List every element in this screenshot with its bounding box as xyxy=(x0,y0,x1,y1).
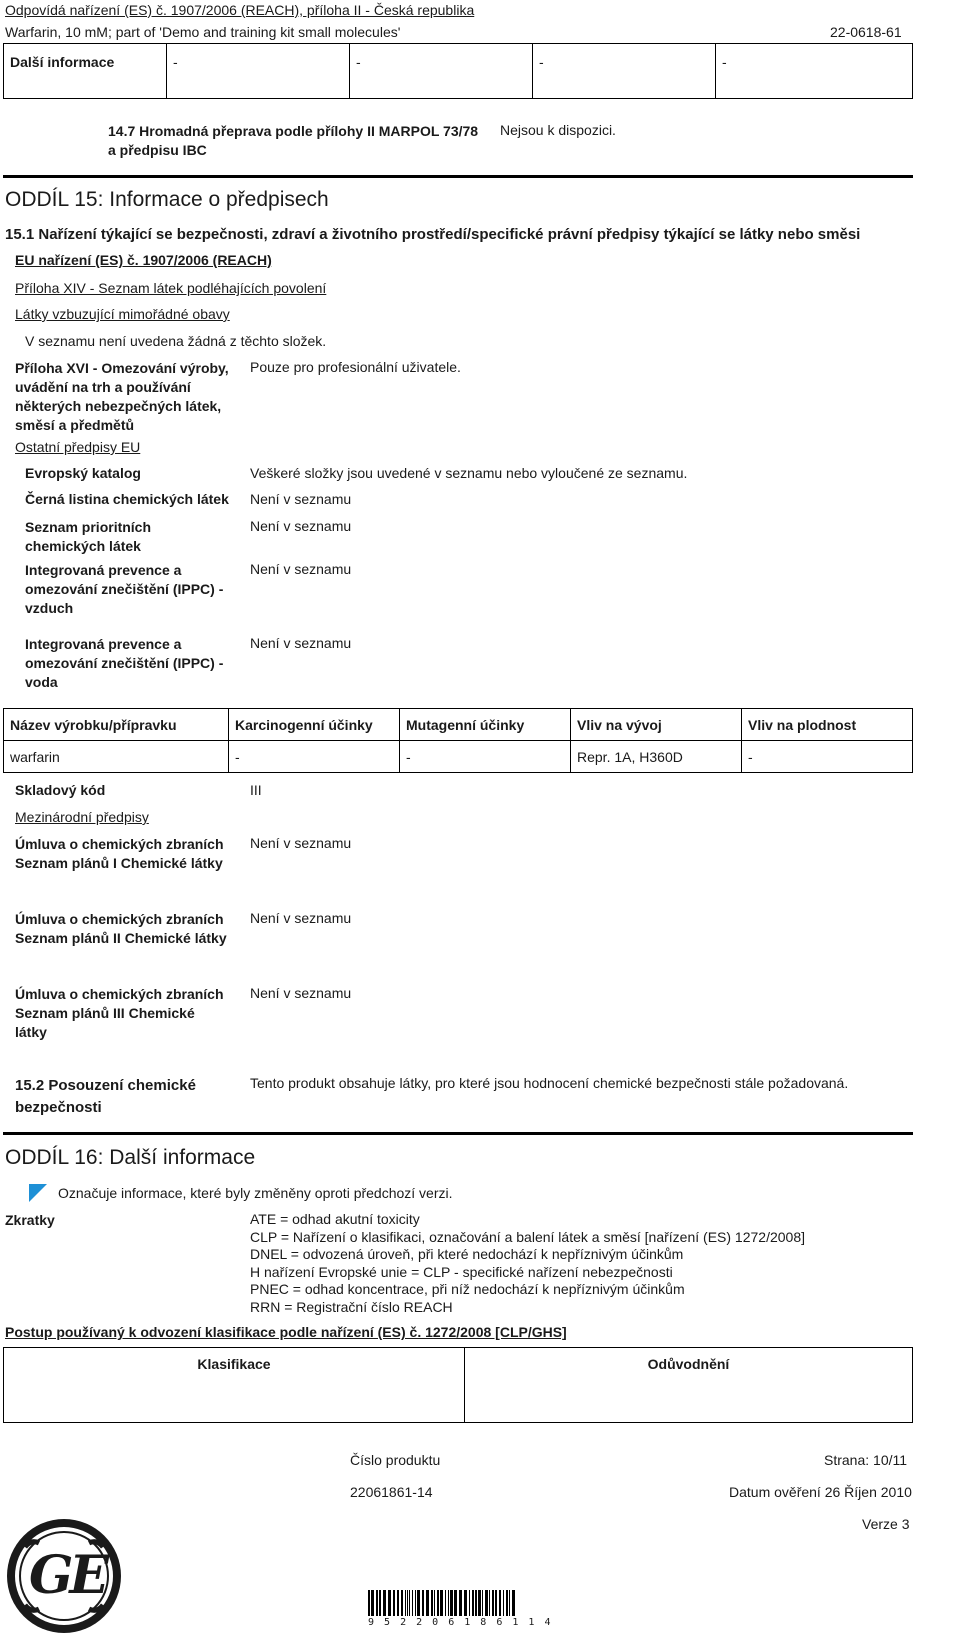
barcode-bar xyxy=(434,1590,435,1616)
barcode-bar xyxy=(495,1590,497,1616)
abbr-line: RRN = Registrační číslo REACH xyxy=(250,1298,453,1315)
cwc-label: Úmluva o chemických zbraních Seznam plánů III Chemické látky xyxy=(15,986,224,1040)
barcode-bar xyxy=(412,1590,413,1616)
cwc-value: Není v seznamu xyxy=(250,910,352,926)
s14-7-value: Nejsou k dispozici. xyxy=(500,122,616,138)
cmr-cell: - xyxy=(400,741,571,773)
section15-title: ODDÍL 15: Informace o předpisech xyxy=(5,188,329,211)
barcode-bar xyxy=(397,1590,399,1616)
top-table-cell: - xyxy=(167,44,350,99)
cwc-value: Není v seznamu xyxy=(250,835,352,851)
eu-regulation: EU nařízení (ES) č. 1907/2006 (REACH) xyxy=(15,252,272,268)
barcode-bar xyxy=(512,1590,515,1616)
barcode-bar xyxy=(405,1590,406,1616)
top-table xyxy=(3,43,913,99)
svhc-note: V seznamu není uvedena žádná z těchto složek. xyxy=(25,333,327,349)
barcode-bar xyxy=(431,1590,433,1616)
version: Verze 3 xyxy=(862,1516,910,1532)
barcode-bar xyxy=(415,1590,416,1616)
barcode-bar xyxy=(440,1590,443,1616)
barcode-bar xyxy=(459,1590,462,1616)
barcode-bar xyxy=(426,1590,429,1616)
class-header: Odůvodnění xyxy=(465,1348,913,1423)
section-rule xyxy=(3,175,913,178)
barcode-bar xyxy=(368,1590,370,1616)
svhc-heading: Látky vzbuzující mimořádné obavy xyxy=(15,306,230,322)
barcode-bar xyxy=(379,1590,381,1616)
abbr-list xyxy=(250,1211,805,1316)
storage-code-value: III xyxy=(250,782,262,798)
section16-title: ODDÍL 16: Další informace xyxy=(5,1146,256,1169)
abbr-line: PNEC = odhad koncentrace, při níž nedochází k nepříznivým účinkům xyxy=(250,1281,685,1297)
barcode-bar xyxy=(509,1590,510,1616)
barcode-bar xyxy=(482,1590,483,1616)
cmr-cell: - xyxy=(742,741,913,773)
barcode-bar xyxy=(454,1590,457,1616)
barcode-bar xyxy=(492,1590,494,1616)
barcode-bar xyxy=(472,1590,474,1616)
barcode-bar xyxy=(503,1590,504,1616)
barcode-bar xyxy=(401,1590,403,1616)
annex14: Příloha XIV - Seznam látek podléhajících povolení xyxy=(15,280,327,296)
barcode-bar xyxy=(407,1590,408,1616)
other-item-label: Integrovaná prevence a omezování znečištění (IPPC) - vzduch xyxy=(25,562,224,616)
other-item-label: Seznam prioritních chemických látek xyxy=(25,519,152,554)
doc-number: 22-0618-61 xyxy=(830,24,902,40)
cwc-label: Úmluva o chemických zbraních Seznam plánů I Chemické látky xyxy=(15,836,224,871)
ge-logo xyxy=(5,1517,123,1635)
cwc-label: Úmluva o chemických zbraních Seznam plánů II Chemické látky xyxy=(15,911,227,946)
top-table-cell: - xyxy=(716,44,913,99)
revision-date: Datum ověření 26 Říjen 2010 xyxy=(729,1484,912,1500)
cmr-header: Vliv na vývoj xyxy=(571,709,742,741)
s14-7-label: 14.7 Hromadná přeprava podle přílohy II MARPOL 73/78 a předpisu IBC xyxy=(108,123,479,158)
cmr-header: Karcinogenní účinky xyxy=(229,709,400,741)
product-line: Warfarin, 10 mM; part of 'Demo and training kit small molecules' xyxy=(5,24,401,40)
classification-table xyxy=(3,1347,913,1423)
barcode-bar xyxy=(489,1590,490,1616)
other-item-label: Černá listina chemických látek xyxy=(25,491,229,507)
barcode-bar xyxy=(437,1590,439,1616)
barcode-bar xyxy=(448,1590,449,1616)
s15-2-value: Tento produkt obsahuje látky, pro které jsou hodnocení chemické bezpečnosti stále požadovaná. xyxy=(250,1075,849,1091)
product-no-label: Číslo produktu xyxy=(350,1452,441,1468)
barcode-bar xyxy=(478,1590,481,1616)
page-number: Strana: 10/11 xyxy=(824,1452,908,1468)
other-item-value: Není v seznamu xyxy=(250,518,352,534)
s15-1-title: 15.1 Nařízení týkající se bezpečnosti, zdraví a životního prostředí/specifické právní předpisy týkající se látky nebo směsi xyxy=(5,226,861,243)
cmr-cell: Repr. 1A, H360D xyxy=(571,741,742,773)
other-item-label: Evropský katalog xyxy=(25,465,141,481)
other-item-label: Integrovaná prevence a omezování znečištění (IPPC) - voda xyxy=(25,636,224,690)
barcode-bar xyxy=(371,1590,374,1616)
abbr-label: Zkratky xyxy=(5,1212,55,1228)
barcode-bar xyxy=(464,1590,467,1616)
barcode-bar xyxy=(422,1590,424,1616)
cmr-table xyxy=(3,708,913,773)
cmr-header: Mutagenní účinky xyxy=(400,709,571,741)
abbr-line: ATE = odhad akutní toxicity xyxy=(250,1211,420,1227)
regulation-link[interactable]: Odpovídá nařízení (ES) č. 1907/2006 (REACH), příloha II - Česká republika xyxy=(5,2,475,18)
barcode-bar xyxy=(450,1590,453,1616)
change-note: Označuje informace, které byly změněny oproti předchozí verzi. xyxy=(58,1185,453,1201)
other-item-value: Není v seznamu xyxy=(250,561,352,577)
annex17-value: Pouze pro profesionální uživatele. xyxy=(250,359,461,375)
cmr-header: Vliv na plodnost xyxy=(742,709,913,741)
logo-text: GE xyxy=(29,1545,106,1606)
s15-2-label: 15.2 Posouzení chemické bezpečnosti xyxy=(15,1077,196,1116)
barcode-bar xyxy=(469,1590,470,1616)
product-no: 22061861-14 xyxy=(350,1484,433,1500)
abbr-line: DNEL = odvozená úroveň, při které nedochází k nepříznivým účinkům xyxy=(250,1246,684,1262)
cmr-header: Název výrobku/přípravku xyxy=(4,709,229,741)
barcode-bar xyxy=(485,1590,488,1616)
cmr-cell: warfarin xyxy=(4,741,229,773)
barcode-bar xyxy=(475,1590,477,1616)
barcode-bar xyxy=(383,1590,386,1616)
barcode-bar xyxy=(417,1590,420,1616)
barcode-bar xyxy=(499,1590,501,1616)
barcode-bar xyxy=(393,1590,395,1616)
barcode-bar xyxy=(506,1590,508,1616)
section-rule xyxy=(3,1132,913,1135)
other-item-value: Není v seznamu xyxy=(250,491,352,507)
barcode-bar xyxy=(376,1590,378,1616)
top-table-label: Další informace xyxy=(4,44,167,99)
cwc-value: Není v seznamu xyxy=(250,985,352,1001)
barcode-bar xyxy=(409,1590,410,1616)
cmr-cell: - xyxy=(229,741,400,773)
other-item-value: Není v seznamu xyxy=(250,635,352,651)
other-eu-heading: Ostatní předpisy EU xyxy=(15,439,141,455)
barcode-bar xyxy=(445,1590,446,1616)
abbr-line: H nařízení Evropské unie = CLP - specifické nařízení nebezpečnosti xyxy=(250,1263,673,1280)
top-table-cell: - xyxy=(350,44,533,99)
other-item-value: Veškeré složky jsou uvedené v seznamu nebo vyloučené ze seznamu. xyxy=(250,465,688,481)
barcode-digits: 9 5 2 2 0 6 1 8 6 1 1 4 xyxy=(368,1617,553,1628)
barcode xyxy=(368,1590,552,1628)
international-heading: Mezinárodní předpisy xyxy=(15,809,149,825)
barcode-bar xyxy=(388,1590,391,1616)
annex17-label: Příloha XVI - Omezování výroby, uvádění na trh a používání některých nebezpečných látek, směsí a předmětů xyxy=(15,360,229,433)
change-marker-icon xyxy=(29,1184,47,1202)
procedure-title: Postup používaný k odvození klasifikace podle nařízení (ES) č. 1272/2008 [CLP/GHS] xyxy=(5,1324,567,1340)
top-table-cell: - xyxy=(533,44,716,99)
storage-code-label: Skladový kód xyxy=(15,782,106,798)
abbr-line: CLP = Nařízení o klasifikaci, označování a balení látek a směsí [nařízení (ES) 1272/2008] xyxy=(250,1228,805,1245)
class-header: Klasifikace xyxy=(4,1348,465,1423)
